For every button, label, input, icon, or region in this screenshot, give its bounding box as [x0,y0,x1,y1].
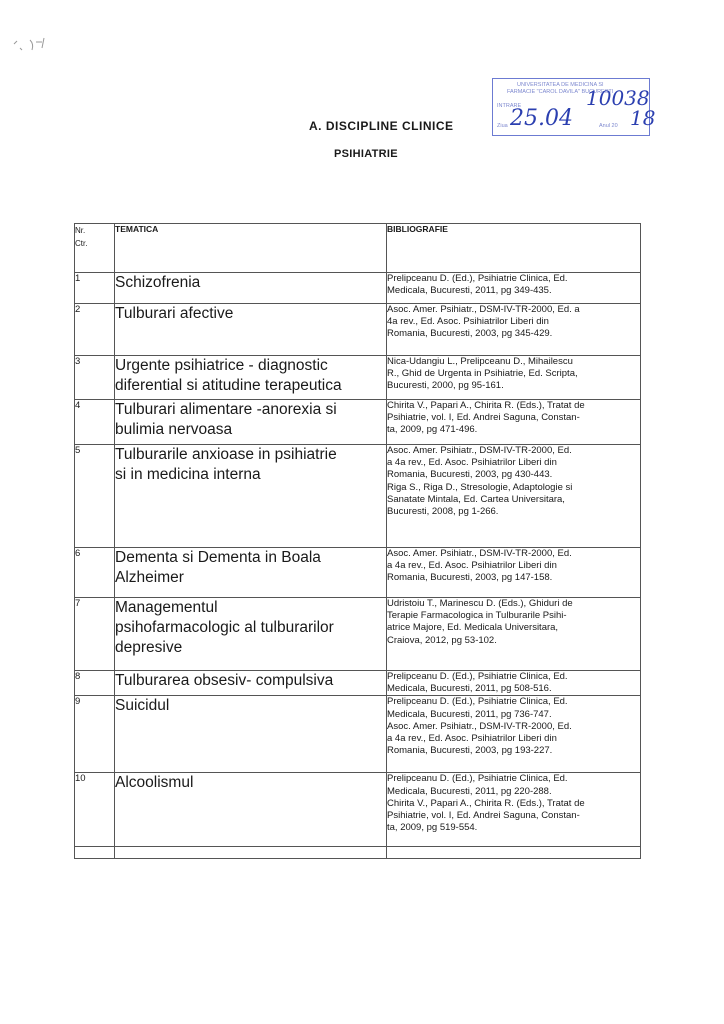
row-number: 4 [75,400,115,445]
row-tematica: Urgente psihiatrice - diagnostic diferential si atitudine terapeutica [115,356,387,400]
row-number [75,847,115,859]
bibliografie-line: Asoc. Amer. Psihiatr., DSM-IV-TR-2000, Ed. [387,720,572,732]
row-tematica: Dementa si Dementa in Boala Alzheimer [115,548,387,598]
bibliografie-line: Prelipceanu D. (Ed.), Psihiatrie Clinica, Ed. [387,273,568,284]
bibliografie-line: Craiova, 2012, pg 53-102. [387,634,497,646]
bibliografie-line: Medicala, Bucuresti, 2011, pg 220-288. [387,785,552,797]
table-row [75,356,641,400]
row-tematica: Managementul psihofarmacologic al tulburarilor depresive [115,598,387,671]
table-row [75,548,641,598]
row-tematica: Tulburari afective [115,304,387,356]
bibliografie-line: Sanatate Mintala, Ed. Cartea Universitara, [387,493,565,505]
bibliografie-line: 4a rev., Ed. Asoc. Psihiatrilor Liberi din [387,316,549,328]
row-bibliografie [387,847,641,859]
scan-mark [10,30,60,58]
row-number: 1 [75,273,115,304]
table-row [75,400,641,445]
bibliografie-line: Nica-Udangiu L., Prelipceanu D., Mihailescu [387,356,573,367]
row-tematica [115,847,387,859]
bibliografie-line: Asoc. Amer. Psihiatr., DSM-IV-TR-2000, Ed. [387,548,572,559]
bibliografie-line: ta, 2009, pg 471-496. [387,424,478,436]
bibliografie-line: Medicala, Bucuresti, 2011, pg 349-435. [387,285,552,297]
header-nr: Nr. Ctr. [75,224,115,273]
tematica-table [74,223,641,859]
table-row [75,273,641,304]
row-number: 2 [75,304,115,356]
row-bibliografie [387,400,641,445]
bibliografie-line: Prelipceanu D. (Ed.), Psihiatrie Clinica, Ed. [387,696,568,708]
bibliografie-line: Udristoiu T., Marinescu D. (Eds.), Ghiduri de [387,598,573,609]
row-bibliografie [387,548,641,598]
row-number: 10 [75,773,115,847]
row-number: 6 [75,548,115,598]
row-tematica: Tulburari alimentare -anorexia si bulimia nervoasa [115,400,387,445]
row-bibliografie [387,304,641,356]
stamp-line-1: UNIVERSITATEA DE MEDICINA SI [517,82,604,88]
stamp-line-4: Ziua [497,123,508,129]
row-tematica: Schizofrenia [115,273,387,304]
bibliografie-line: Asoc. Amer. Psihiatr., DSM-IV-TR-2000, Ed. a [387,304,580,315]
table-row [75,445,641,548]
row-number: 9 [75,696,115,773]
bibliografie-line: a 4a rev., Ed. Asoc. Psihiatrilor Liberi din [387,457,557,469]
bibliografie-line: Romania, Bucuresti, 2003, pg 147-158. [387,572,553,584]
bibliografie-line: Prelipceanu D. (Ed.), Psihiatrie Clinica, Ed. [387,671,568,682]
handwritten-number: 10038 [586,86,650,110]
bibliografie-line: Psihiatrie, vol. I, Ed. Andrei Saguna, Constan- [387,810,580,822]
row-number: 8 [75,671,115,696]
bibliografie-line: Medicala, Bucuresti, 2011, pg 736-747. [387,708,552,720]
bibliografie-line: Asoc. Amer. Psihiatr., DSM-IV-TR-2000, Ed. [387,445,572,456]
row-bibliografie [387,696,641,773]
bibliografie-line: atrice Majore, Ed. Medicala Universitara, [387,622,559,634]
bibliografie-line: Medicala, Bucuresti, 2011, pg 508-516. [387,683,552,695]
header-bibliografie: BIBLIOGRAFIE [387,224,641,273]
row-bibliografie [387,273,641,304]
table-row [75,304,641,356]
bibliografie-line: Bucuresti, 2008, pg 1-266. [387,506,499,518]
table-header-row [75,224,641,273]
bibliografie-line: Romania, Bucuresti, 2003, pg 193-227. [387,745,553,757]
bibliografie-line: Riga S., Riga D., Stresologie, Adaptologie si [387,481,573,493]
row-number: 3 [75,356,115,400]
row-tematica: Suicidul [115,696,387,773]
bibliografie-line: Romania, Bucuresti, 2003, pg 430-443. [387,469,553,481]
row-number: 5 [75,445,115,548]
row-tematica: Tulburarea obsesiv- compulsiva [115,671,387,696]
handwritten-date: 25.04 [510,106,573,131]
row-bibliografie [387,598,641,671]
section-subtitle: PSIHIATRIE [334,148,398,160]
table-row [75,696,641,773]
table-row [75,671,641,696]
table-row [75,847,641,859]
row-bibliografie [387,445,641,548]
bibliografie-line: Terapie Farmacologica in Tulburarile Psihi- [387,610,567,622]
bibliografie-line: a 4a rev., Ed. Asoc. Psihiatrilor Liberi din [387,733,557,745]
bibliografie-line: ta, 2009, pg 519-554. [387,822,478,834]
handwritten-year: 18 [630,106,656,130]
table-row [75,773,641,847]
bibliografie-line: Chirita V., Papari A., Chirita R. (Eds.), Tratat de [387,400,585,411]
bibliografie-line: Prelipceanu D. (Ed.), Psihiatrie Clinica, Ed. [387,773,568,785]
table-row [75,598,641,671]
bibliografie-line: a 4a rev., Ed. Asoc. Psihiatrilor Liberi din [387,560,557,572]
stamp-line-3: INTRARE [497,103,522,109]
row-bibliografie [387,356,641,400]
row-bibliografie [387,671,641,696]
bibliografie-line: Psihiatrie, vol. I, Ed. Andrei Saguna, Constan- [387,412,580,424]
section-title: A. DISCIPLINE CLINICE [309,119,454,133]
bibliografie-line: Chirita V., Papari A., Chirita R. (Eds.), Tratat de [387,797,585,809]
bibliografie-line: R., Ghid de Urgenta in Psihiatrie, Ed. Scripta, [387,368,578,380]
stamp-line-5: Anul 20 [599,123,618,129]
row-tematica: Tulburarile anxioase in psihiatrie si in medicina interna [115,445,387,548]
stamp-line-2: FARMACIE "CAROL DAVILA" BUCURESTI [507,89,614,95]
row-bibliografie [387,773,641,847]
bibliografie-line: Bucuresti, 2000, pg 95-161. [387,380,504,392]
row-number: 7 [75,598,115,671]
row-tematica: Alcoolismul [115,773,387,847]
bibliografie-line: Romania, Bucuresti, 2003, pg 345-429. [387,328,553,340]
header-tematica: TEMATICA [115,224,387,273]
